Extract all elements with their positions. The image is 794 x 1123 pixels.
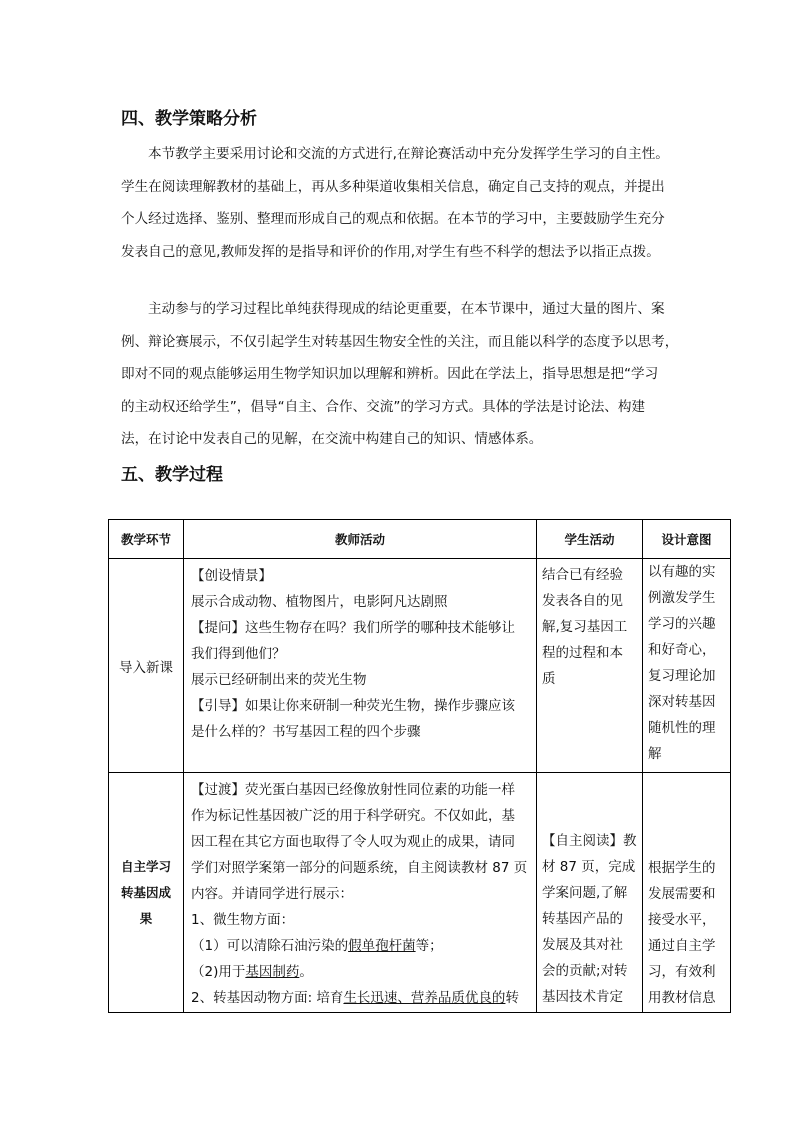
teacher-line: 【过渡】荧光蛋白基因已经像放射性同位素的功能一样 — [191, 782, 515, 798]
table-row — [109, 773, 731, 1013]
table-header-row — [109, 520, 731, 559]
teacher-line: 是什么样的？书写基因工程的四个步骤 — [191, 724, 421, 740]
teacher-line: 我们得到他们？ — [191, 646, 286, 662]
student-line: 解,复习基因工 — [542, 619, 628, 635]
teacher-line: 1、微生物方面： — [191, 912, 295, 928]
student-line: 【自主阅读】教 — [542, 833, 637, 849]
text-line: 例、辩论赛展示，不仅引起学生对转基因生物安全性的关注，而且能以科学的态度予以思考， — [121, 333, 679, 350]
student-line: 材 87 页，完成 — [542, 859, 636, 875]
teacher-line — [191, 933, 530, 959]
intent-line: 复习理论加 — [648, 668, 716, 684]
strategy-paragraph-2 — [121, 293, 681, 456]
teacher-line: 【引导】如果让你来研制一种荧光生物，操作步骤应该 — [191, 698, 515, 714]
table-row — [109, 559, 731, 773]
student-activity-cell — [537, 773, 643, 1013]
student-line: 转基因产品的 — [542, 911, 623, 927]
text-line: 学生在阅读理解教材的基础上，再从多种渠道收集相关信息，确定自己支持的观点，并提出 — [121, 178, 665, 195]
teaching-process-table — [108, 519, 731, 1013]
intent-line: 通过自主学 — [648, 938, 716, 954]
underlined-term: 假单孢杆菌 — [348, 938, 416, 954]
header-student-activity: 学生活动 — [537, 520, 643, 559]
teacher-line: 作为标记性基因被广泛的用于科学研究。不仅如此，基 — [191, 808, 515, 824]
section-4-heading: 四、教学策略分析 — [121, 109, 257, 129]
stage-label: 转基因成 — [120, 884, 171, 900]
item-suffix: 等； — [415, 938, 443, 954]
item-prefix: 2、转基因动物方面: 培育 — [191, 990, 344, 1006]
intent-line: 深对转基因 — [648, 694, 716, 710]
intent-line: 学习的兴趣 — [648, 616, 716, 632]
student-line: 程的过程和本 — [542, 645, 623, 661]
teacher-line: 【创设情景】 — [191, 568, 272, 584]
student-line: 会的贡献;对转 — [542, 963, 628, 979]
teacher-activity-cell — [184, 559, 537, 773]
item-suffix: 。 — [299, 964, 313, 980]
text-line: 即对不同的观点能够运用生物学知识加以理解和辨析。因此在学法上，指导思想是把“学习 — [121, 366, 659, 382]
item-prefix: （2)用于 — [191, 964, 246, 980]
stage-cell — [109, 559, 184, 773]
teacher-line — [191, 959, 530, 985]
text-line: 个人经过选择、鉴别、整理而形成自己的观点和依据。在本节的学习中，主要鼓励学生充分 — [121, 211, 665, 227]
underlined-term: 生长迅速、营养品质优良的 — [343, 990, 506, 1006]
text-line: 本节教学主要采用讨论和交流的方式进行,在辩论赛活动中充分发挥学生学习的自主性。 — [148, 146, 669, 162]
stage-label: 导入新课 — [119, 659, 173, 676]
text-line: 主动参与的学习过程比单纯获得现成的结论更重要，在本节课中，通过大量的图片、案 — [148, 301, 665, 317]
intent-line: 和好奇心， — [648, 642, 716, 658]
item-prefix: （1）可以清除石油污染的 — [191, 938, 349, 954]
text-line: 发表自己的意见,教师发挥的是指导和评价的作用,对学生有些不科学的想法予以指正点拨。 — [121, 243, 660, 260]
student-line: 发展及其对社 — [542, 937, 623, 953]
intent-line: 接受水平， — [648, 912, 716, 928]
item-suffix: 转 — [505, 990, 519, 1006]
student-line: 学案问题,了解 — [542, 885, 628, 901]
student-line: 基因技术肯定 — [542, 989, 623, 1005]
stage-label: 果 — [139, 910, 153, 926]
teacher-line: 因工程在其它方面也取得了令人叹为观止的成果，请同 — [191, 834, 515, 850]
stage-cell — [109, 773, 184, 1013]
student-line: 结合已有经验 — [542, 567, 623, 583]
intent-line: 以有趣的实 — [648, 564, 716, 580]
teacher-line — [191, 985, 530, 1011]
teacher-line: 展示已经研制出来的荧光生物 — [191, 672, 367, 688]
intent-line: 用教材信息 — [648, 990, 716, 1006]
text-line: 的主动权还给学生”，倡导“自主、合作、交流”的学习方式。具体的学法是讨论法、构建 — [121, 398, 646, 415]
intent-line: 例激发学生 — [648, 590, 716, 606]
section-5-heading: 五、教学过程 — [121, 465, 223, 485]
design-intent-cell — [643, 773, 731, 1013]
intent-line: 根据学生的 — [648, 860, 716, 876]
strategy-paragraph-1 — [121, 138, 681, 268]
text-line: 法，在讨论中发表自己的见解，在交流中构建自己的知识、情感体系。 — [121, 431, 543, 447]
teacher-line: 展示合成动物、植物图片，电影阿凡达剧照 — [191, 594, 448, 610]
student-line: 发表各自的见 — [542, 593, 623, 609]
student-line: 质 — [542, 671, 556, 687]
design-intent-cell — [643, 559, 731, 773]
underlined-term: 基因制药 — [245, 964, 300, 980]
header-design-intent: 设计意图 — [643, 520, 731, 559]
intent-line: 解 — [648, 746, 662, 762]
teacher-line: 【提问】这些生物存在吗？我们所学的哪种技术能够让 — [191, 620, 515, 636]
teacher-line: 内容。并请同学进行展示： — [191, 886, 353, 902]
intent-line: 发展需要和 — [648, 886, 716, 902]
intent-line: 习，有效利 — [648, 964, 716, 980]
student-activity-cell — [537, 559, 643, 773]
header-teacher-activity: 教师活动 — [184, 520, 537, 559]
header-stage: 教学环节 — [109, 520, 184, 559]
teacher-activity-cell — [184, 773, 537, 1013]
teacher-line: 学们对照学案第一部分的问题系统，自主阅读教材 87 页 — [191, 860, 528, 876]
stage-label: 自主学习 — [120, 858, 171, 874]
intent-line: 随机性的理 — [648, 720, 716, 736]
